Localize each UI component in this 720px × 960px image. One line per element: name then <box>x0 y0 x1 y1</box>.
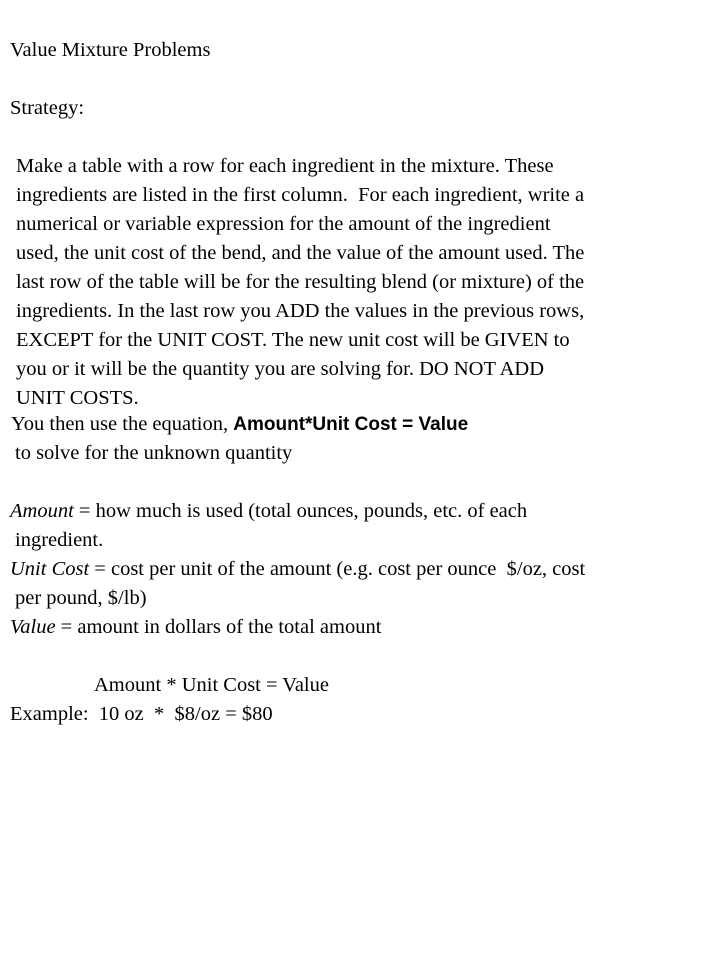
unit-cost-definition: = cost per unit of the amount (e.g. cost per ounce $/oz, cost <box>89 558 586 580</box>
amount-term: Amount <box>10 500 74 522</box>
equation-intro: You then use the equation, <box>11 413 234 435</box>
strategy-paragraph-line: ingredients. In the last row you ADD the values in the previous rows, <box>16 300 585 322</box>
example: Example: 10 oz * $8/oz = $80 <box>10 703 273 725</box>
amount-definition: = how much is used (total ounces, pounds, etc. of each <box>73 500 528 522</box>
formula: Amount * Unit Cost = Value <box>94 674 329 696</box>
strategy-paragraph-line: UNIT COSTS. <box>16 387 139 409</box>
strategy-paragraph-line: used, the unit cost of the bend, and the value of the amount used. The <box>16 242 585 264</box>
definition-amount <box>10 497 527 526</box>
definition-value <box>10 613 381 642</box>
value-definition: = amount in dollars of the total amount <box>55 616 382 638</box>
strategy-paragraph-line: EXCEPT for the UNIT COST. The new unit cost will be GIVEN to <box>16 329 570 351</box>
equation-followup: to solve for the unknown quantity <box>15 442 293 464</box>
strategy-heading: Strategy: <box>10 97 85 119</box>
definition-amount-continued: ingredient. <box>15 529 104 551</box>
strategy-paragraph-line: Make a table with a row for each ingredient in the mixture. These <box>16 155 554 177</box>
strategy-paragraph-line: you or it will be the quantity you are solving for. DO NOT ADD <box>16 358 545 380</box>
value-term: Value <box>10 616 56 638</box>
unit-cost-term: Unit Cost <box>10 558 90 580</box>
strategy-paragraph-line: numerical or variable expression for the amount of the ingredient <box>16 213 551 235</box>
equation-bold: Amount*Unit Cost = Value <box>233 414 469 435</box>
definition-unit-cost-continued: per pound, $/lb) <box>15 587 147 609</box>
strategy-paragraph-line: last row of the table will be for the resulting blend (or mixture) of the <box>16 271 585 293</box>
equation-line <box>11 410 468 439</box>
page-title: Value Mixture Problems <box>10 39 211 61</box>
strategy-paragraph-line: ingredients are listed in the first column. For each ingredient, write a <box>16 184 585 206</box>
definition-unit-cost <box>10 555 585 584</box>
